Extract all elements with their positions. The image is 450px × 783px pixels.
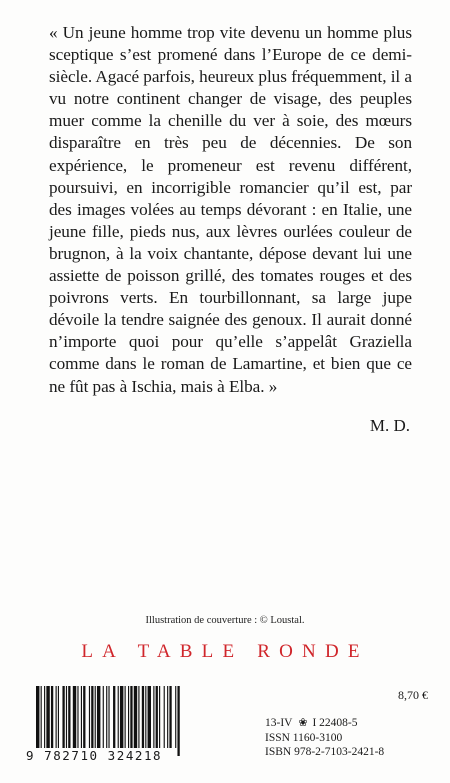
barcode-bar xyxy=(62,686,64,748)
barcode-bar xyxy=(134,686,137,748)
signature: M. D. xyxy=(369,416,410,435)
isbn: ISBN 978-2-7103-2421-8 xyxy=(265,746,385,759)
barcode-bar xyxy=(128,686,129,748)
barcode-bar xyxy=(164,686,165,748)
barcode-bar xyxy=(138,686,139,748)
catalog-info xyxy=(265,716,384,760)
barcode-bar xyxy=(125,686,126,748)
barcode-bar xyxy=(159,686,160,748)
barcode-bar xyxy=(41,686,42,756)
cover-credit: Illustration de couverture : © Loustal. xyxy=(145,615,305,626)
barcode-bar xyxy=(148,686,151,748)
barcode-bar xyxy=(81,686,82,748)
barcode-bar xyxy=(66,686,67,748)
barcode xyxy=(26,686,202,768)
barcode-bar xyxy=(56,686,57,748)
barcode-bar xyxy=(97,686,100,748)
price: 8,70 € xyxy=(398,688,428,702)
barcode-digits: 9 782710 324218 xyxy=(26,748,163,763)
barcode-bar xyxy=(175,686,176,748)
barcode-bar xyxy=(91,686,93,748)
barcode-bar xyxy=(103,686,104,748)
barcode-bar xyxy=(108,686,109,756)
barcode-bar xyxy=(44,686,45,748)
barcode-bar xyxy=(51,686,53,748)
barcode-bar xyxy=(46,686,49,748)
barcode-bar xyxy=(167,686,168,748)
barcode-bar xyxy=(106,686,107,748)
blurb-paragraph: « Un jeune homme trop vite devenu un homme plus sceptique s’est promené dans l’Europe de ce demi-siècle. Agacé parfois, heureux plus fréquemment, il a vu notre continent changer de visage, des peuples muer comme la chenille du ver à soie, des mœurs disparaître en très peu de décennies. De son expérience, le promeneur est revenu différent, poursuivi, en incorrigible romancier qu’il est, par des images volées au temps dévorant : en Italie, une jeune fille, pieds nus, aux lèvres ourlées couleur de brugnon, à la voix chantante, dépose devant lui une assiette de poisson grillé, des tomates rouges et des poivrons verts. En tourbillonnant, sa large jupe dévoile la tendre saignée des genoux. Il aurait donné n’importe quoi pour qu’elle s’appelât Graziella comme dans le roman de Lamartine, et bien que ce ne fût pas à Ischia, mais à Elba. » xyxy=(49,23,412,396)
catalog-code-right: I 22408-5 xyxy=(312,717,358,729)
barcode-bar xyxy=(36,686,39,756)
barcode-bar xyxy=(113,686,115,756)
barcode-bars-icon xyxy=(26,686,202,756)
catalog-code-left: 13-IV xyxy=(265,717,293,729)
barcode-bar xyxy=(145,686,146,748)
barcode-bar xyxy=(120,686,123,748)
barcode-bar xyxy=(83,686,85,748)
barcode-bar xyxy=(68,686,70,748)
table-ronde-emblem-icon: ❀ xyxy=(298,717,308,729)
barcode-bar xyxy=(142,686,144,748)
barcode-bar xyxy=(73,686,76,748)
barcode-bar xyxy=(118,686,119,748)
blurb-text xyxy=(49,22,412,398)
barcode-bar xyxy=(95,686,96,748)
barcode-bar xyxy=(58,686,59,748)
barcode-bar xyxy=(89,686,90,748)
barcode-bar xyxy=(177,686,179,756)
catalog-code-row xyxy=(265,716,384,731)
barcode-bar xyxy=(153,686,154,748)
publisher-name: LA TABLE RONDE xyxy=(81,641,369,662)
issn: ISSN 1160-3100 xyxy=(265,731,343,744)
barcode-bar xyxy=(156,686,158,748)
barcode-bar xyxy=(130,686,132,748)
barcode-bar xyxy=(169,686,171,748)
barcode-bar xyxy=(77,686,78,748)
